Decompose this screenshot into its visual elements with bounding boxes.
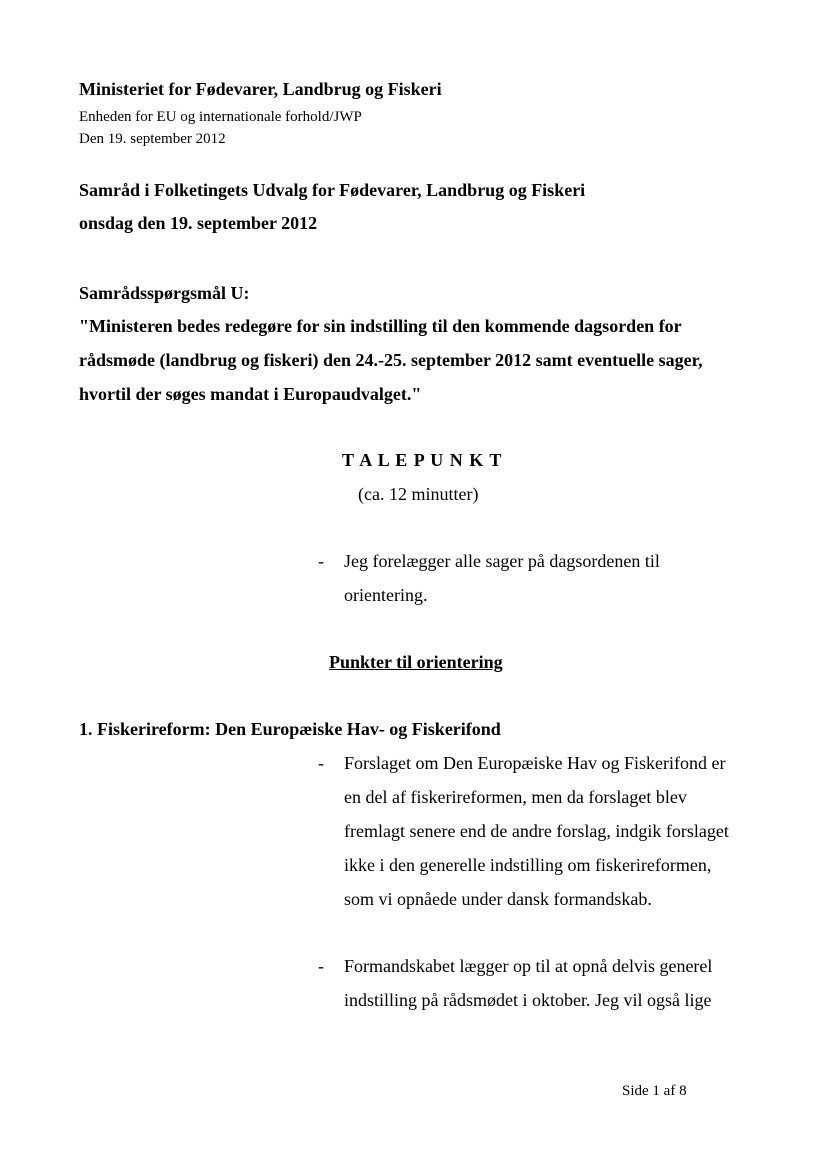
bullet-line: fremlagt senere end de andre forslag, indgik forslaget [344, 821, 729, 841]
unit-name: Enheden for EU og internationale forhold/JWP [79, 109, 362, 125]
ministry-name: Ministeriet for Fødevarer, Landbrug og Fiskeri [79, 79, 442, 99]
title-line-2: onsdag den 19. september 2012 [79, 213, 318, 233]
item-1-bullet-2 [344, 949, 712, 1017]
question-line: "Ministeren bedes redegøre for sin indstilling til den kommende dagsorden for [79, 316, 682, 336]
question-line: rådsmøde (landbrug og fiskeri) den 24.-25. september 2012 samt eventuelle sager, [79, 350, 703, 370]
talepunkt-heading: T A L E P U N K T [342, 450, 503, 470]
item-1-heading: 1. Fiskerireform: Den Europæiske Hav- og Fiskerifond [79, 719, 501, 739]
question-label: Samrådsspørgsmål U: [79, 283, 250, 303]
bullet-line: Jeg forelægger alle sager på dagsordenen til [344, 551, 660, 571]
bullet-dash: - [318, 753, 324, 773]
bullet-line: som vi opnåede under dansk formandskab. [344, 889, 652, 909]
bullet-line: Formandskabet lægger op til at opnå delvis generel [344, 956, 713, 976]
bullet-line: Forslaget om Den Europæiske Hav og Fiskerifond er [344, 753, 726, 773]
intro-bullet-text [344, 544, 660, 612]
section-heading: Punkter til orientering [329, 652, 503, 672]
bullet-line: orientering. [344, 585, 428, 605]
title-line-1: Samråd i Folketingets Udvalg for Fødevarer, Landbrug og Fiskeri [79, 180, 586, 200]
bullet-dash: - [318, 551, 324, 571]
bullet-dash: - [318, 956, 324, 976]
page-number: Side 1 af 8 [622, 1083, 687, 1099]
bullet-line: en del af fiskerireformen, men da forslaget blev [344, 787, 687, 807]
bullet-line: ikke i den generelle indstilling om fiskerireformen, [344, 855, 712, 875]
item-1-bullet-1 [344, 746, 729, 916]
talepunkt-duration: (ca. 12 minutter) [358, 484, 479, 504]
document-date: Den 19. september 2012 [79, 131, 226, 147]
bullet-line: indstilling på rådsmødet i oktober. Jeg vil også lige [344, 990, 712, 1010]
question-line: hvortil der søges mandat i Europaudvalget." [79, 384, 422, 404]
